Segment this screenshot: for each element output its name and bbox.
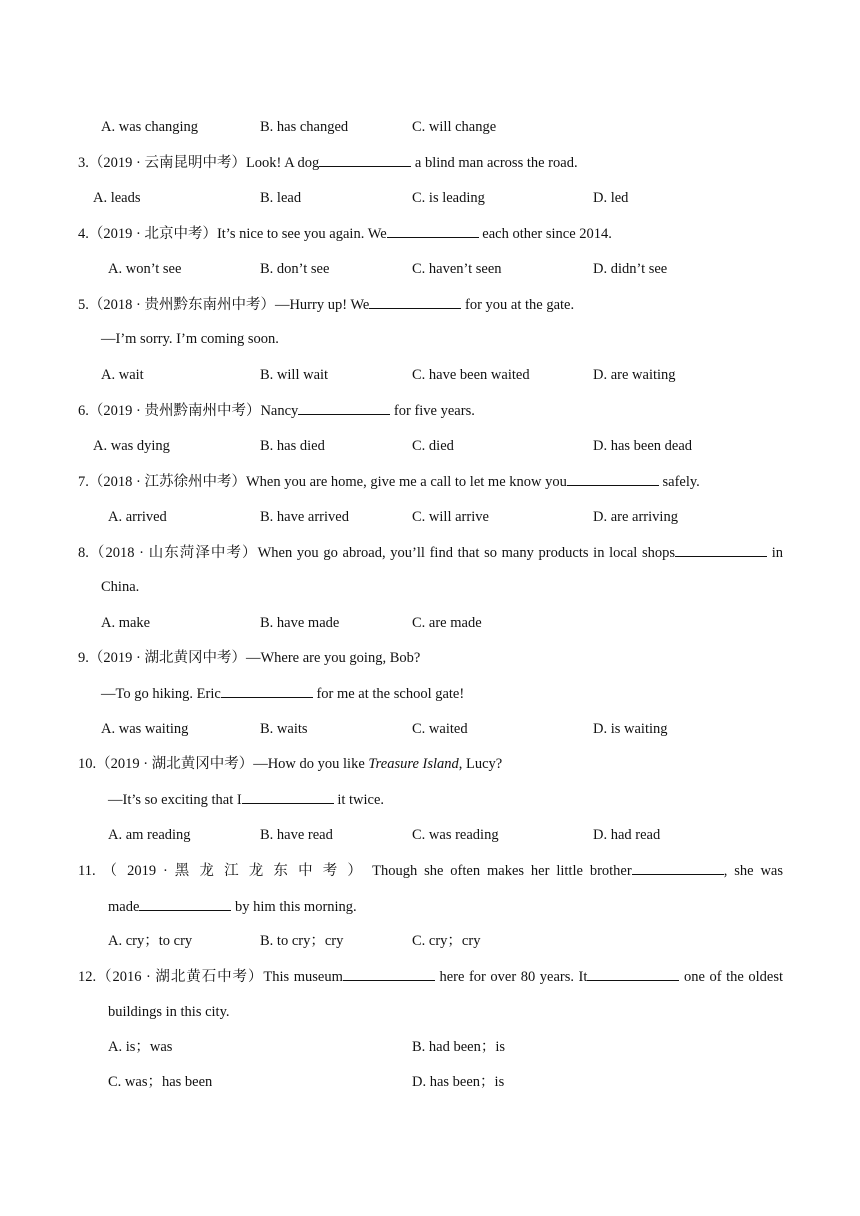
option-a: A. was waiting	[101, 721, 189, 737]
question-7-stem-end: safely.	[658, 474, 700, 490]
answer-blank	[387, 224, 479, 238]
option-b: B. has changed	[260, 119, 349, 135]
question-11-stem: 11. （ 2019 · 黑 龙 江 龙 东 中 考 ） Though she often makes her little brother	[78, 863, 632, 879]
option-c: C. is leading	[412, 190, 485, 206]
question-11-stem-end: , she was	[723, 863, 783, 879]
question-9: 9.（2019 · 湖北黄冈中考）—Where are you going, Bob?	[78, 650, 421, 666]
option-c: C. cry；cry	[412, 933, 481, 949]
question-11-cont-text: made	[108, 899, 140, 915]
question-7	[78, 472, 700, 491]
option-a: A. am reading	[108, 827, 191, 843]
answer-blank	[298, 401, 390, 415]
question-9-reply-text: —To go hiking. Eric	[101, 686, 221, 702]
option-b: B. have made	[260, 615, 340, 631]
question-8-continuation: China.	[101, 579, 140, 595]
option-d: D. has been；is	[412, 1074, 505, 1090]
question-12-stem-end: one of the oldest	[679, 969, 783, 985]
option-d: D. are waiting	[593, 367, 676, 383]
answer-blank	[319, 153, 411, 167]
option-c: C. was reading	[412, 827, 499, 843]
question-5	[78, 295, 574, 314]
option-a: A. leads	[93, 190, 141, 206]
question-5-stem: 5.（2018 · 贵州黔东南州中考）—Hurry up! We	[78, 297, 370, 313]
option-c: C. will arrive	[412, 509, 489, 525]
option-b: B. have arrived	[260, 509, 349, 525]
question-7-stem: 7.（2018 · 江苏徐州中考）When you are home, give me a call to let me know you	[78, 474, 567, 490]
question-9-reply	[101, 684, 464, 703]
question-11-continuation	[108, 897, 357, 916]
option-d: D. had read	[593, 827, 661, 843]
option-b: B. have read	[260, 827, 333, 843]
question-12-continuation: buildings in this city.	[108, 1004, 230, 1020]
option-c: C. will change	[412, 119, 497, 135]
question-10	[78, 755, 502, 773]
answer-blank	[587, 967, 679, 981]
question-6-stem: 6.（2019 · 贵州黔南州中考）Nancy	[78, 403, 299, 419]
answer-blank	[242, 790, 334, 804]
answer-blank	[369, 295, 461, 309]
option-a: A. wait	[101, 367, 144, 383]
question-5-stem-end: for you at the gate.	[461, 297, 575, 313]
question-6	[78, 401, 475, 420]
book-title: Treasure Island	[368, 756, 459, 772]
option-b: B. will wait	[260, 367, 329, 383]
option-d: D. has been dead	[593, 438, 693, 454]
question-12-stem: 12.（2016 · 湖北黄石中考）This museum	[78, 969, 343, 985]
option-b: B. to cry；cry	[260, 933, 344, 949]
option-a: A. arrived	[108, 509, 167, 525]
option-a: A. cry；to cry	[108, 933, 193, 949]
option-b: B. has died	[260, 438, 325, 454]
question-9-reply-end: for me at the school gate!	[312, 686, 465, 702]
option-d: D. didn’t see	[593, 261, 668, 277]
question-12-stem-mid: here for over 80 years. It	[434, 969, 588, 985]
option-b: B. don’t see	[260, 261, 330, 277]
question-4	[78, 224, 612, 243]
question-5-reply: —I’m sorry. I’m coming soon.	[101, 331, 279, 347]
question-8-stem-end: in	[767, 545, 784, 561]
question-11-cont-end: by him this morning.	[231, 899, 357, 915]
question-4-stem-end: each other since 2014.	[478, 226, 612, 242]
question-8-stem: 8.（2018 · 山东菏泽中考）When you go abroad, you’ll find that so many products in local shops	[78, 545, 676, 561]
option-b: B. waits	[260, 721, 308, 737]
question-11	[78, 861, 783, 880]
option-d: D. are arriving	[593, 509, 678, 525]
option-b: B. lead	[260, 190, 302, 206]
option-c: C. are made	[412, 615, 482, 631]
answer-blank	[139, 897, 231, 911]
option-c: C. have been waited	[412, 367, 530, 383]
option-a: A. was dying	[93, 438, 170, 454]
question-4-stem: 4.（2019 · 北京中考）It’s nice to see you again. We	[78, 226, 387, 242]
option-d: D. led	[593, 190, 629, 206]
option-a: A. won’t see	[108, 261, 182, 277]
answer-blank	[221, 684, 313, 698]
question-3-stem: 3.（2019 · 云南昆明中考）Look! A dog	[78, 155, 320, 171]
question-3-stem-end: a blind man across the road.	[411, 155, 578, 171]
option-c: C. waited	[412, 721, 468, 737]
option-a: A. is；was	[108, 1039, 173, 1055]
question-10-reply-text: —It’s so exciting that I	[108, 792, 242, 808]
question-10-stem: 10.（2019 · 湖北黄冈中考）—How do you like	[78, 756, 369, 772]
option-c: C. died	[412, 438, 454, 454]
question-12	[78, 967, 783, 986]
option-c: C. was；has been	[108, 1074, 213, 1090]
question-6-stem-end: for five years.	[390, 403, 475, 419]
question-10-stem-end: , Lucy?	[458, 756, 503, 772]
answer-blank	[567, 472, 659, 486]
question-10-reply	[108, 790, 384, 809]
answer-blank	[632, 861, 724, 875]
question-3	[78, 153, 578, 172]
answer-blank	[343, 967, 435, 981]
option-c: C. haven’t seen	[412, 261, 502, 277]
option-d: D. is waiting	[593, 721, 668, 737]
option-b: B. had been；is	[412, 1039, 506, 1055]
option-a: A. was changing	[101, 119, 199, 135]
question-8	[78, 543, 783, 562]
question-10-reply-end: it twice.	[333, 792, 385, 808]
option-a: A. make	[101, 615, 151, 631]
answer-blank	[675, 543, 767, 557]
